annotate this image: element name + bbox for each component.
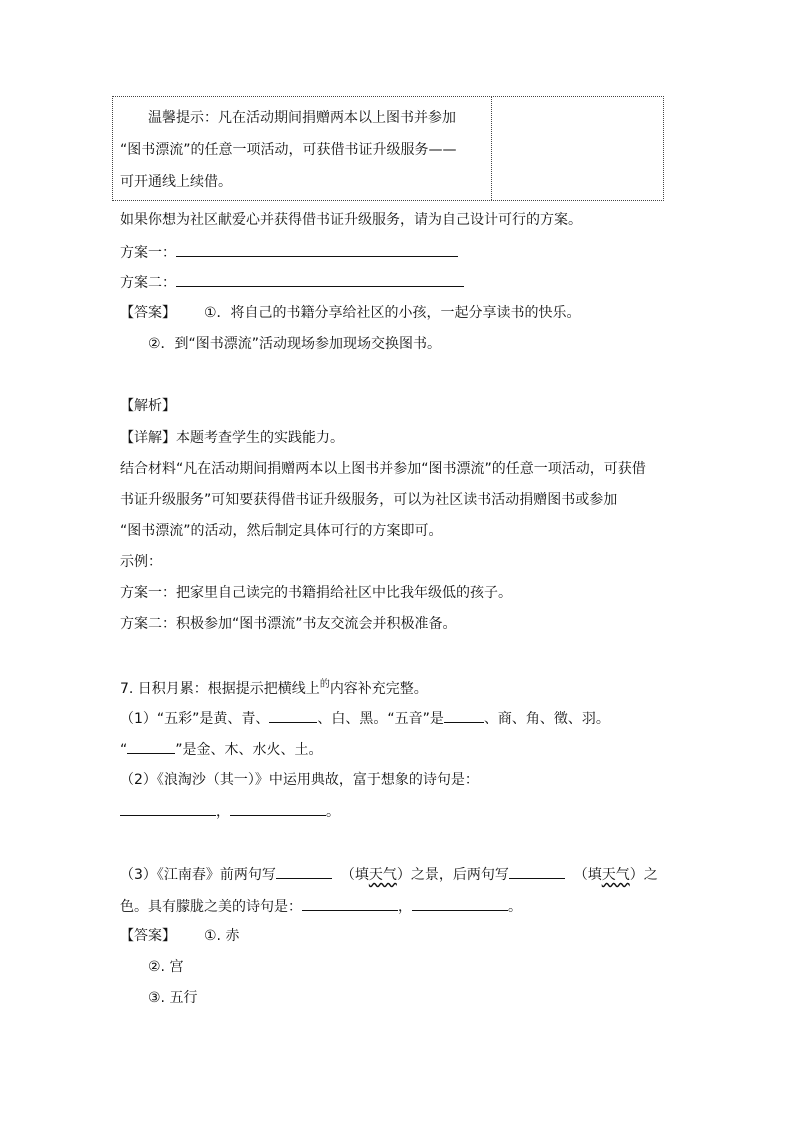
q6-plan1	[120, 242, 458, 263]
q7-s3-a: （3）《江南春》前两句写	[120, 867, 276, 883]
notice-box-divider	[491, 97, 492, 200]
q6-analysis-label: 【解析】	[120, 398, 176, 414]
q7-s1-a: （1）“五彩”是黄、青、	[120, 711, 270, 727]
blank-poem-line-1[interactable]	[120, 801, 216, 816]
q7-s3-f: 天气	[601, 867, 630, 883]
q7-sub3-line1	[120, 864, 658, 885]
q7-title-b: 内容补充完整。	[329, 681, 428, 697]
q6-example-2: 方案二：积极参加“图书漂流”书友交流会并积极准备。	[120, 616, 457, 632]
notice-line-2: “图书漂流”的任意一项活动，可获借书证升级服务——	[120, 142, 457, 158]
plan2-blank[interactable]	[176, 272, 464, 287]
q6-detail: 【详解】本题考查学生的实践能力。	[120, 430, 344, 446]
blank-five-colors[interactable]	[269, 708, 317, 723]
q6-para-1: 结合材料“凡在活动期间捐赠两本以上图书并参加“图书漂流”的任意一项活动，可获借	[120, 461, 646, 477]
q7-sub3-line2	[120, 896, 522, 917]
q7-s3-end: 。	[508, 899, 522, 915]
blank-five-elements[interactable]	[127, 739, 175, 754]
q7-s3-b: （填	[340, 867, 369, 883]
plan1-blank[interactable]	[176, 242, 458, 257]
q7-answer-label: 【答案】	[120, 928, 176, 944]
blank-first-half[interactable]	[276, 864, 332, 879]
q7-s2-comma: ，	[216, 804, 230, 820]
plan1-label: 方案一：	[120, 245, 176, 261]
q7-s1-e: ”是金、木、水火、土。	[175, 742, 323, 758]
q6-answer-1: ①．将自己的书籍分享给社区的小孩，一起分享读书的快乐。	[204, 305, 581, 321]
blank-second-half[interactable]	[509, 864, 565, 879]
q7-s1-b: 、白、黑。“五音”是	[317, 711, 444, 727]
q6-example: 示例：	[120, 554, 162, 570]
blank-misty-line-1[interactable]	[302, 896, 398, 911]
q7-title	[120, 679, 428, 701]
blank-five-tones[interactable]	[444, 708, 484, 723]
plan2-label: 方案二：	[120, 275, 176, 291]
q7-s3-d: ）之景，后两句写	[396, 867, 509, 883]
q7-answer-2: ②. 宫	[148, 959, 184, 975]
q7-s2-end: 。	[326, 804, 340, 820]
q7-s1-c: 、商、角、徵、羽。	[483, 711, 610, 727]
q7-s3-h: 色。具有朦胧之美的诗句是：	[120, 899, 302, 915]
q6-plan2	[120, 272, 464, 293]
q7-title-a: 7. 日积月累：根据提示把横线上	[120, 681, 320, 697]
q7-s3-e: （填	[573, 867, 602, 883]
q6-answer-2: ②．到“图书漂流”活动现场参加现场交换图书。	[148, 336, 442, 352]
blank-poem-line-2[interactable]	[230, 801, 326, 816]
q7-s1-d: “	[120, 742, 128, 758]
q7-sub2: （2）《浪淘沙（其一）》中运用典故，富于想象的诗句是：	[120, 772, 479, 788]
q7-sub1-line1	[120, 708, 610, 729]
q6-example-1: 方案一：把家里自己读完的书籍捐给社区中比我年级低的孩子。	[120, 585, 512, 601]
q7-title-sup: 的	[319, 679, 330, 690]
q6-answer-label: 【答案】	[120, 305, 176, 321]
notice-line-3: 可开通线上续借。	[120, 174, 232, 190]
q7-sub2-blanks	[120, 801, 340, 822]
q7-s3-c: 天气	[368, 867, 397, 883]
q7-answer-3: ③. 五行	[148, 990, 198, 1006]
q7-answer-1: ①. 赤	[204, 928, 240, 944]
blank-misty-line-2[interactable]	[412, 896, 508, 911]
q6-para-3: “图书漂流”的活动，然后制定具体可行的方案即可。	[120, 523, 443, 539]
q6-para-2: 书证升级服务”可知要获得借书证升级服务，可以为社区读书活动捐赠图书或参加	[120, 492, 618, 508]
q6-prompt: 如果你想为社区献爱心并获得借书证升级服务，请为自己设计可行的方案。	[120, 212, 582, 228]
q7-sub1-line2	[120, 739, 323, 760]
notice-line-1: 温馨提示：凡在活动期间捐赠两本以上图书并参加	[148, 110, 456, 126]
q7-s3-comma: ，	[398, 899, 412, 915]
q7-s3-g: ）之	[629, 867, 658, 883]
